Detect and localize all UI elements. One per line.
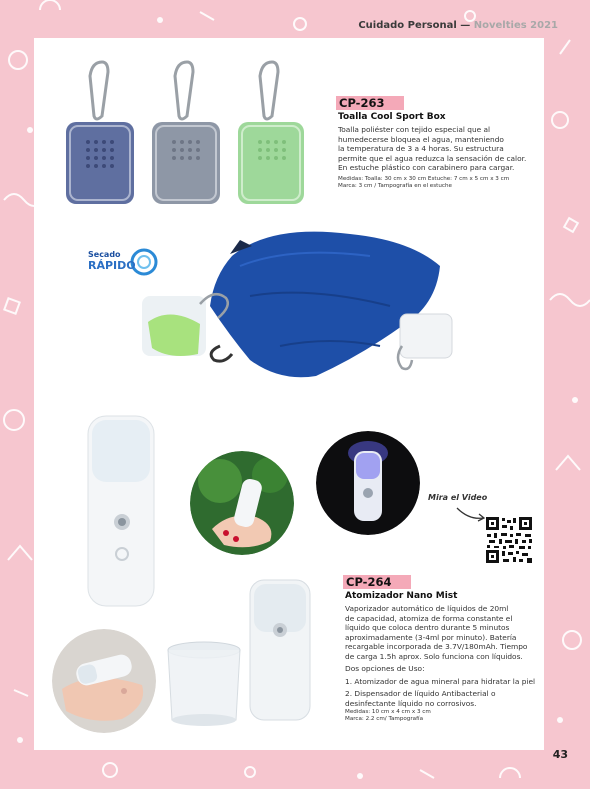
option-1: 1. Atomizador de agua mineral para hidratar la piel <box>345 676 536 686</box>
product-specs-cp264 <box>345 709 560 724</box>
product-description-cp263: Toalla poliéster con tejido especial que al humedecerse bloquea el agua, manteniendo la temperatura de 3 a 4 horas. Su estructura permite que el agua reduzca la sensación de calor. En estuche plástico con carabinero para cargar. <box>338 125 527 173</box>
page-number: 43 <box>552 748 568 761</box>
device-mist-dark-image <box>316 431 420 535</box>
measures-cp264: Medidas: 10 cm x 4 cm x 3 cm <box>345 709 431 715</box>
nano-mist-device-image <box>76 414 166 610</box>
video-label: Mira el Video <box>428 493 488 502</box>
logo-text-line1: Secado <box>88 250 121 259</box>
options-title: Dos opciones de Uso: <box>345 664 425 673</box>
device-with-cap-image <box>166 578 316 728</box>
logo-text-line2: RÁPIDO <box>88 259 136 272</box>
section-subtitle: Novelties 2021 <box>473 20 558 31</box>
section-title: Cuidado Personal — <box>358 20 471 31</box>
hand-holding-device-closeup-image <box>52 629 156 733</box>
arrow-icon <box>455 504 489 524</box>
carabiner-icon <box>90 62 278 119</box>
usage-options-cp264: Dos opciones de Uso: 1. Atomizador de agua mineral para hidratar la piel 2. Dispensador de líquido Antibacterial o desinfectante líquido no corrosivos. <box>345 664 560 708</box>
product-title-cp264: Atomizador Nano Mist <box>345 591 458 601</box>
product-title-cp263: Toalla Cool Sport Box <box>338 112 446 122</box>
measures-cp263: Medidas: Toalla: 30 cm x 30 cm Estuche: 7 cm x 5 cm x 3 cm <box>338 176 510 182</box>
qr-code-icon[interactable] <box>485 516 533 564</box>
hand-holding-device-image <box>190 451 294 555</box>
product-specs-cp263 <box>338 176 563 191</box>
brand-cp263: Marca: 3 cm / Tampografía en el estuche <box>338 183 452 190</box>
page-header <box>300 20 558 31</box>
towel-cases-image <box>62 58 307 208</box>
product-description-cp264: Vaporizador automático de líquidos de 20ml de capacidad, atomiza de forma constante el líquido que coloca dentro durante 5 minutos aproximadamente (3-4ml por minuto). Batería recargable incorporada de 3.7V/180mAh. Tiempo de carga 1.5h aprox. Solo funciona con líquidos. <box>345 604 528 661</box>
product-code-cp264: CP-264 <box>343 575 411 589</box>
option-2: 2. Dispensador de líquido Antibacterial o <box>345 689 496 699</box>
product-code-cp263: CP-263 <box>336 96 404 110</box>
towel-spread-image <box>140 226 460 386</box>
brand-cp264: Marca: 2.2 cm/ Tampografía <box>345 716 424 723</box>
